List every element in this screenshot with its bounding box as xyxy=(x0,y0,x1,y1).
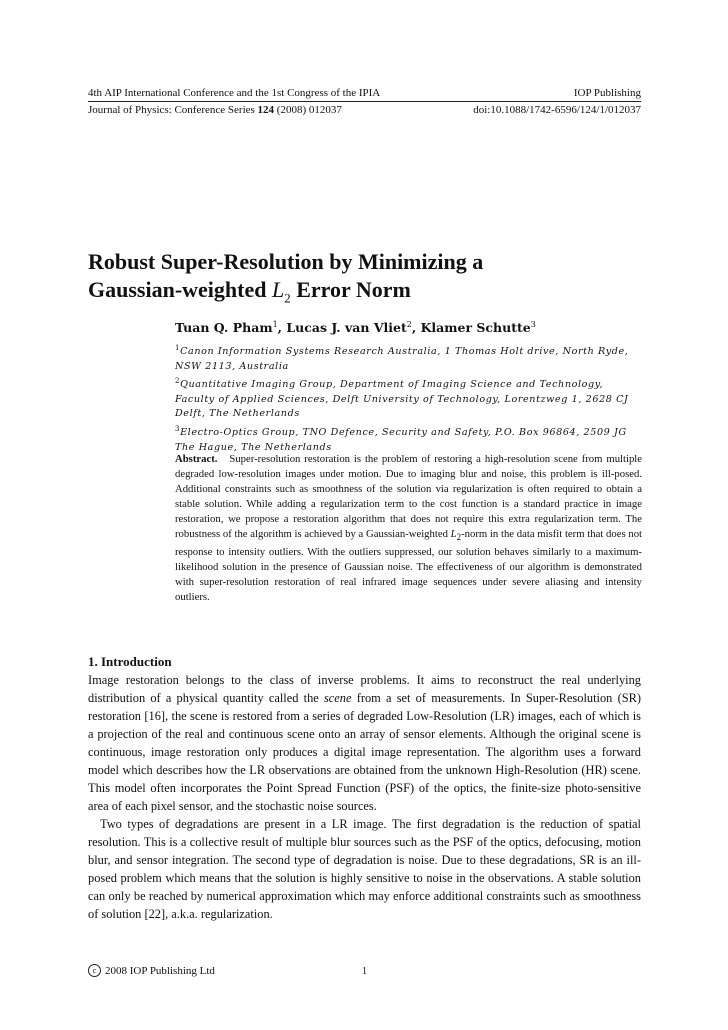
copyright-text: 2008 IOP Publishing Ltd xyxy=(105,964,215,977)
conference-name: 4th AIP International Conference and the 1st Congress of the IPIA xyxy=(88,87,381,99)
title-math-symbol: L xyxy=(271,277,285,302)
journal-name: Journal of Physics: Conference Series xyxy=(88,104,255,116)
author-name: Klamer Schutte xyxy=(420,320,531,336)
journal-year-article: (2008) 012037 xyxy=(276,104,342,116)
running-header-bottom xyxy=(88,104,641,116)
affiliation-list xyxy=(175,341,645,455)
affiliation-text: Quantitative Imaging Group, Department of Imaging Science and Technology, Faculty of Applied Sciences, Delft University of Technology, Lorentzweg 1, 2628 CJ Delft, The Netherlands xyxy=(175,379,629,420)
author-affiliation-mark: 1 xyxy=(272,320,278,329)
author-affiliation-mark: 2 xyxy=(406,320,412,329)
affiliation-item xyxy=(175,341,645,374)
abstract-math-symbol: L xyxy=(450,528,457,540)
author-name: Tuan Q. Pham xyxy=(175,320,273,336)
intro-paragraph-2: Two types of degradations are present in a LR image. The first degradation is the reduction of spatial resolution. This is a collective result of multiple blur sources such as the PSF of the optics, defocusing, motion blur, and sensor integration. The second type of degradation is noise. Due to these degradations, SR is an ill-posed problem which means that the solution is highly sensitive to noise in the observations. A stable solution can only be reached by numerical approximation which may enforce additional constraints such as smoothness of solution [22], a.k.a. regularization. xyxy=(88,817,641,921)
publisher-name: IOP Publishing xyxy=(573,87,641,99)
affiliation-mark: 3 xyxy=(175,424,181,433)
title-line-2 xyxy=(88,276,648,312)
author-list: Tuan Q. Pham$^1$, Lucas J. van Vliet$^2$, Klamer Schutte$^3$ xyxy=(175,320,536,336)
abstract xyxy=(175,452,642,605)
header-rule xyxy=(88,101,641,102)
affiliation-text: Canon Information Systems Research Australia, 1 Thomas Holt drive, North Ryde, NSW 2113, Australia xyxy=(175,346,629,372)
author-affiliation-mark: 3 xyxy=(530,320,536,329)
journal-citation xyxy=(88,104,342,116)
affiliation-item xyxy=(175,374,645,422)
intro-p1-text-b: from a set of measurements. In Super-Resolution (SR) restoration [16], the scene is restored from a series of degraded Low-Resolution (LR) images, each of which is a projection of the real and continuous scene onto an array of sensor elements. Although the original scene is continuous, image restoration only produces a digital image representation. The algorithm uses a forward model which describes how the LR observations are obtained from the unknown High-Resolution (HR) scene. This model often incorporates the Point Spread Function (PSF) of the optics, the finite-size photo-sensitive area of each pixel sensor, and the stochastic noise sources. xyxy=(88,691,641,813)
page-number: 1 xyxy=(362,966,367,977)
affiliation-mark: 1 xyxy=(175,344,181,352)
footer-copyright xyxy=(88,964,215,977)
paper-title xyxy=(88,248,648,312)
abstract-heading: Abstract. xyxy=(175,453,218,465)
affiliation-item xyxy=(175,422,645,455)
affiliation-mark: 2 xyxy=(175,377,181,386)
copyright-icon: c xyxy=(88,964,101,977)
author-name: Lucas J. van Vliet xyxy=(286,320,407,336)
intro-p1-emphasis: scene xyxy=(323,691,352,705)
journal-volume: 124 xyxy=(257,104,275,116)
abstract-math-subscript: 2 xyxy=(456,532,462,543)
title-line-2-suffix: Error Norm xyxy=(296,277,411,302)
intro-p1-text-a: Image restoration belongs to the class of inverse problems. It aims to reconstruct the real underlying distribution of a physical quantity called the xyxy=(88,673,641,705)
title-line-2-prefix: Gaussian-weighted xyxy=(88,277,267,302)
affiliation-text: Electro-Optics Group, TNO Defence, Security and Safety, P.O. Box 96864, 2509 JG The Hague, The Netherlands xyxy=(175,427,627,453)
section-heading-introduction: 1. Introduction xyxy=(88,654,172,669)
intro-paragraph-1 xyxy=(88,671,641,815)
running-header-top xyxy=(88,87,641,99)
doi-link[interactable]: doi:10.1088/1742-6596/124/1/012037 xyxy=(473,104,641,116)
title-line-1: Robust Super-Resolution by Minimizing a xyxy=(88,249,484,274)
introduction-body xyxy=(88,671,641,923)
title-math-subscript: 2 xyxy=(284,290,291,306)
abstract-text-part-1: Super-resolution restoration is the problem of restoring a high-resolution scene from multiple degraded low-resolution images under motion. Due to imaging blur and noise, this problem is ill-posed. Additional constraints such as smoothness of the solution via regularization is often required to obtain a stable solution. While adding a regularization term to the cost function is a standard practice in image restoration, we propose a restoration algorithm that does not require this extra regularization term. The robustness of the algorithm is achieved by a Gaussian-weighted xyxy=(175,453,643,540)
abstract-text-part-2: -norm in the data misfit term that does not response to intensity outliers. With the outliers suppressed, our solution behaves similarly to a maximum-likelihood solution in the presence of Gaussian noise. The effectiveness of our algorithm is demonstrated with super-resolution restoration of real infrared image sequences under severe aliasing and intensity outliers. xyxy=(175,528,643,604)
